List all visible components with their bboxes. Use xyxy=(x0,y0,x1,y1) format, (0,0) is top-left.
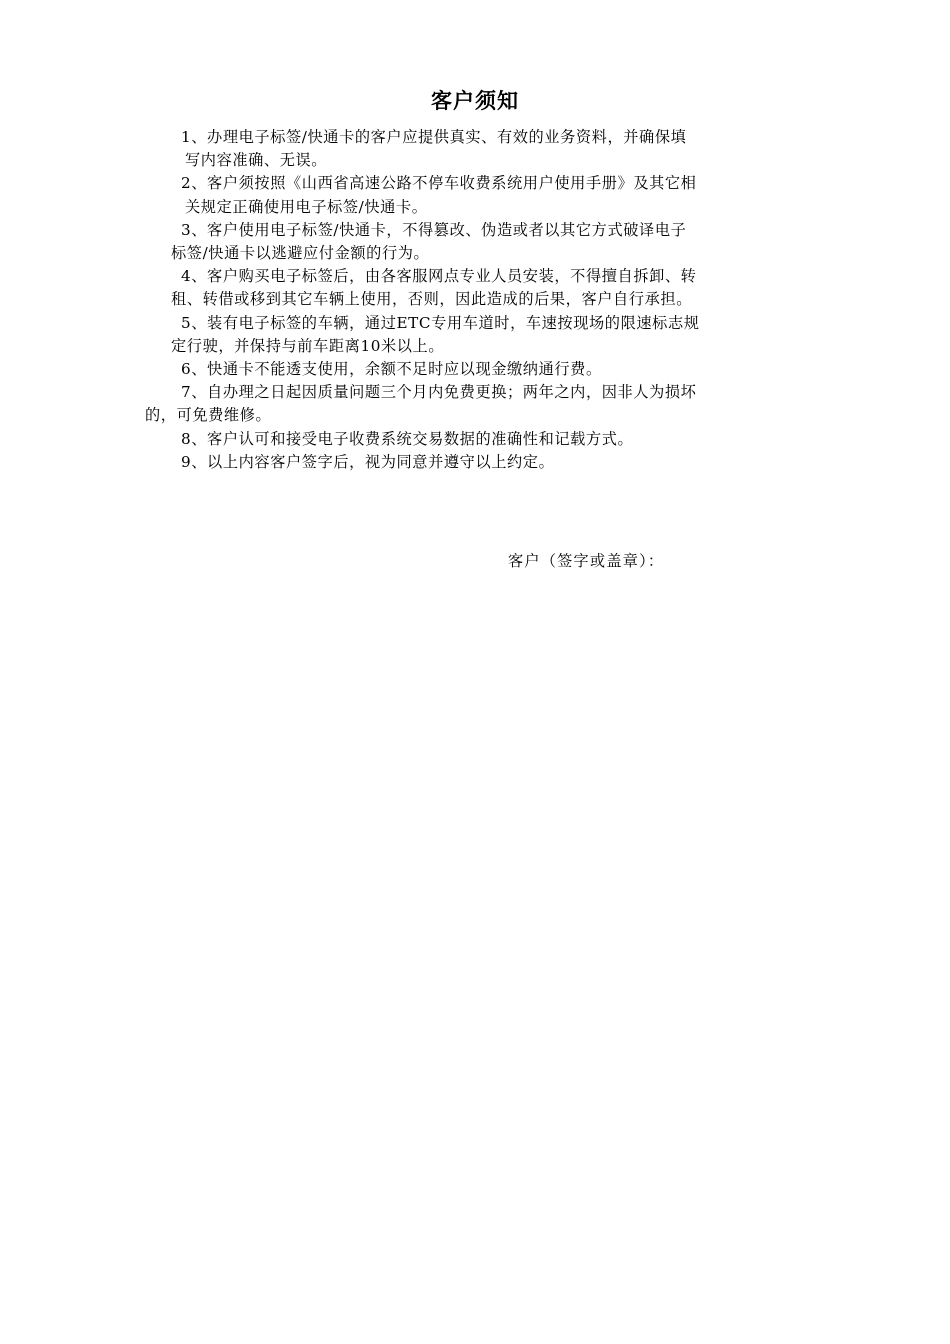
notice-9-line-1: 9、以上内容客户签字后，视为同意并遵守以上约定。 xyxy=(181,452,555,471)
notice-5-line-2: 定行驶，并保持与前车距离10米以上。 xyxy=(171,336,445,355)
notice-5-line-1: 5、装有电子标签的车辆，通过ETC专用车道时，车速按现场的限速标志规 xyxy=(181,313,700,332)
page-title: 客户须知 xyxy=(431,89,519,113)
notice-7-line-1: 7、自办理之日起因质量问题三个月内免费更换；两年之内，因非人为损坏 xyxy=(181,383,697,402)
notice-1-line-2: 写内容准确、无误。 xyxy=(185,151,328,170)
notice-7-line-2: 的，可免费维修。 xyxy=(145,406,272,425)
notice-6-line-1: 6、快通卡不能透支使用，余额不足时应以现金缴纳通行费。 xyxy=(181,360,602,379)
notice-list xyxy=(145,126,810,474)
notice-3-line-1: 3、客户使用电子标签/快通卡，不得篡改、伪造或者以其它方式破译电子 xyxy=(181,220,687,239)
notice-8-line-1: 8、客户认可和接受电子收费系统交易数据的准确性和记载方式。 xyxy=(181,429,634,448)
notice-3-line-2: 标签/快通卡以逃避应付金额的行为。 xyxy=(171,244,430,263)
notice-1-line-1: 1、办理电子标签/快通卡的客户应提供真实、有效的业务资料，并确保填 xyxy=(181,128,687,146)
signature-label: 客户（签字或盖章）： xyxy=(508,552,665,570)
notice-4-line-1: 4、客户购买电子标签后，由各客服网点专业人员安装，不得擅自拆卸、转 xyxy=(181,267,697,286)
notice-4-line-2: 租、转借或移到其它车辆上使用，否则，因此造成的后果，客户自行承担。 xyxy=(171,290,692,309)
notice-2-line-1: 2、客户须按照《山西省高速公路不停车收费系统用户使用手册》及其它相 xyxy=(181,174,697,193)
notice-2-line-2: 关规定正确使用电子标签/快通卡。 xyxy=(185,197,428,216)
